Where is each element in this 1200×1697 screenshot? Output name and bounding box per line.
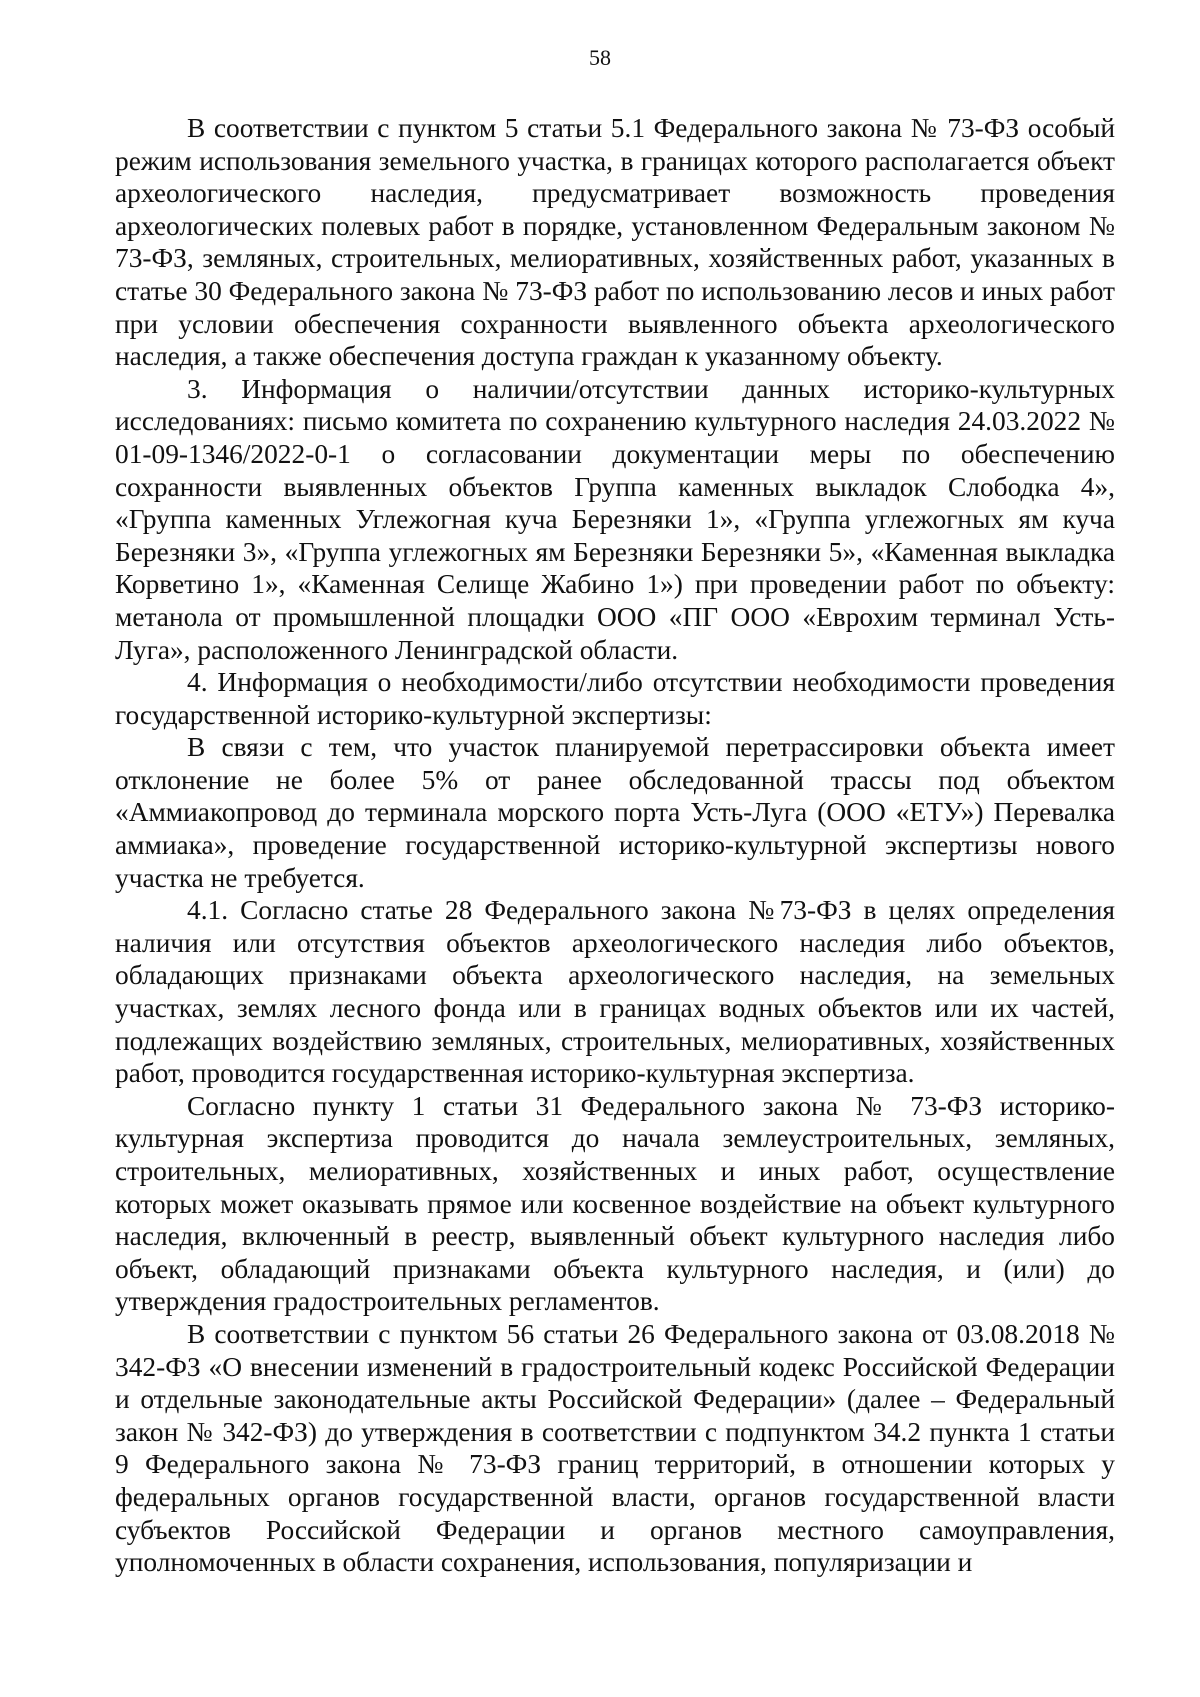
paragraph-item-4: 4. Информация о необходимости/либо отсутствии необходимости проведения государственной историко-культурной экспертизы: [115, 667, 1115, 730]
paragraph-route-deviation: В связи с тем, что участок планируемой перетрассировки объекта имеет отклонение не более 5% от ранее обследованной трассы под объектом «Аммиакопровод до терминала морского порта Усть-Луга (ООО «ЕТУ») Перевалка аммиака», проведение государственной историко-культурной экспертизы нового участка не требуется. [115, 732, 1115, 893]
paragraph-special-regime: В соответствии с пунктом 5 статьи 5.1 Федерального закона № 73-ФЗ особый режим использования земельного участка, в границах которого располагается объект археологического наследия, предусматривает возможность проведения археологических полевых работ в порядке, установленном Федеральным законом № 73-ФЗ, земляных, строительных, мелиоративных, хозяйственных работ, указанных в статье 30 Федерального закона № 73-ФЗ работ по использованию лесов и иных работ при условии обеспечения сохранности выявленного объекта археологического наследия, а также обеспечения доступа граждан к указанному объекту. [115, 113, 1115, 372]
paragraph-342-fz: В соответствии с пунктом 56 статьи 26 Федерального закона от 03.08.2018 № 342-ФЗ «О внесении изменений в градостроительный кодекс Российской Федерации и отдельные законодательные акты Российской Федерации» (далее – Федеральный закон № 342-ФЗ) до утверждения в соответствии с подпунктом 34.2 пункта 1 статьи 9 Федерального закона № 73-ФЗ границ территорий, в отношении которых у федеральных органов государственной власти, органов государственной власти субъектов Российской Федерации и органов местного самоуправления, уполномоченных в области сохранения, использования, популяризации и [115, 1318, 1115, 1578]
document-body [115, 112, 1115, 1579]
page-number: 58 [589, 45, 611, 70]
paragraph-article-31: Согласно пункту 1 статьи 31 Федерального закона № 73-ФЗ историко-культурная экспертиза проводится до начала землеустроительных, земляных, строительных, мелиоративных, хозяйственных и иных работ, осуществление которых может оказывать прямое или косвенное воздействие на объект культурного наследия, включенный в реестр, выявленный объект культурного наследия либо объект, обладающий признаками объекта культурного наследия, и (или) до утверждения градостроительных регламентов. [115, 1090, 1115, 1317]
paragraph-item-4-1: 4.1. Согласно статье 28 Федерального закона №73-ФЗ в целях определения наличия или отсутствия объектов археологического наследия либо объектов, обладающих признаками объекта археологического наследия, на земельных участках, землях лесного фонда или в границах водных объектов или их частей, подлежащих воздействию земляных, строительных, мелиоративных, хозяйственных работ, проводится государственная историко-культурная экспертиза. [115, 895, 1115, 1089]
paragraph-item-3: 3. Информация о наличии/отсутствии данных историко-культурных исследованиях: письмо комитета по сохранению культурного наследия 24.03.2022 № 01-09-1346/2022-0-1 о согласовании документации меры по обеспечению сохранности выявленных объектов Группа каменных выкладок Слободка 4», «Группа каменных Углежогная куча Березняки 1», «Группа углежогных ям куча Березняки 3», «Группа углежогных ям Березняки Березняки 5», «Каменная выкладка Корветино 1», «Каменная Селище Жабино 1») при проведении работ по объекту: метанола от промышленной площадки ООО «ПГ ООО «Еврохим терминал Усть-Луга», расположенного Ленинградской области. [115, 373, 1115, 665]
